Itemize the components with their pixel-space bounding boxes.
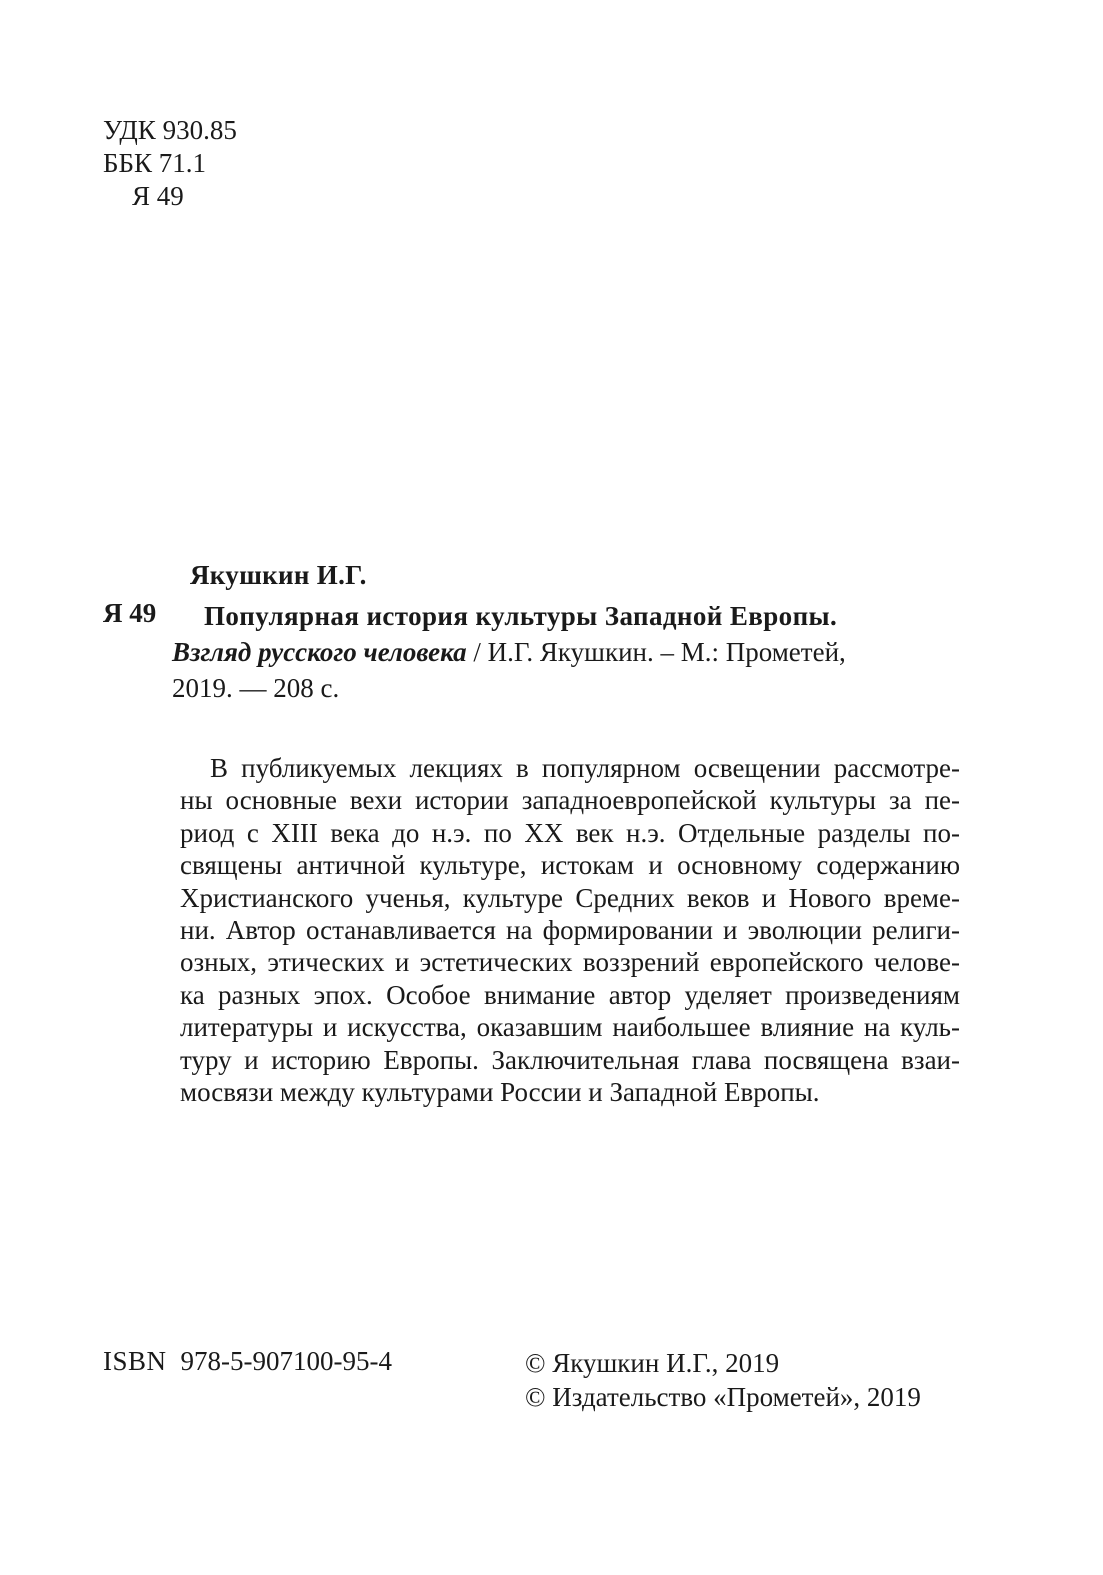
copyright-publisher: © Издательство «Прометей», 2019 bbox=[525, 1382, 921, 1412]
book-title: Популярная история культуры Западной Европы. bbox=[204, 601, 838, 631]
annotation-line: риод с XIII века до н.э. по XX век н.э. Отдельные разделы по- bbox=[180, 817, 960, 848]
copyright-author: © Якушкин И.Г., 2019 bbox=[525, 1348, 780, 1378]
annotation-line: мосвязи между культурами России и Западной Европы. bbox=[180, 1077, 820, 1108]
year-pages: 2019. — 208 с. bbox=[172, 673, 340, 703]
annotation-line: ни. Автор останавливается на формировании и эволюции религи- bbox=[180, 915, 960, 946]
copyright-notices bbox=[525, 1346, 921, 1414]
author-heading: Якушкин И.Г. bbox=[190, 560, 367, 590]
subtitle-line bbox=[172, 634, 960, 670]
isbn bbox=[103, 1346, 392, 1377]
isbn-label: ISBN bbox=[103, 1346, 167, 1376]
bibliographic-description bbox=[172, 598, 960, 706]
annotation-line: туру и историю Европы. Заключительная глава посвящена взаи- bbox=[180, 1044, 960, 1075]
annotation-line: В публикуемых лекциях в популярном освещении рассмотре- bbox=[210, 753, 960, 783]
udk-code: УДК 930.85 bbox=[103, 115, 237, 145]
cutter-mark: Я 49 bbox=[103, 598, 157, 628]
annotation-line: Христианского ученья, культуре Средних веков и Нового време- bbox=[180, 882, 960, 913]
isbn-number: 978-5-907100-95-4 bbox=[180, 1346, 392, 1376]
annotation bbox=[180, 752, 960, 1108]
annotation-line: ка разных эпох. Особое внимание автор уделяет произведениям bbox=[180, 979, 960, 1010]
annotation-line: ны основные вехи истории западноевропейской культуры за пе- bbox=[180, 785, 960, 816]
book-subtitle: Взгляд русского человека bbox=[172, 637, 467, 667]
bbk-code: ББК 71.1 bbox=[103, 148, 207, 178]
annotation-line: священы античной культуре, истокам и основному содержанию bbox=[180, 850, 960, 881]
cutter-code: Я 49 bbox=[132, 181, 184, 211]
responsibility-statement: / И.Г. Якушкин. – М.: Прометей, bbox=[466, 637, 846, 667]
annotation-line: литературы и искусства, оказавшим наибольшее влияние на куль- bbox=[180, 1012, 960, 1043]
classification-block bbox=[103, 114, 237, 213]
annotation-line: озных, этических и эстетических воззрений европейского челове- bbox=[180, 947, 960, 978]
